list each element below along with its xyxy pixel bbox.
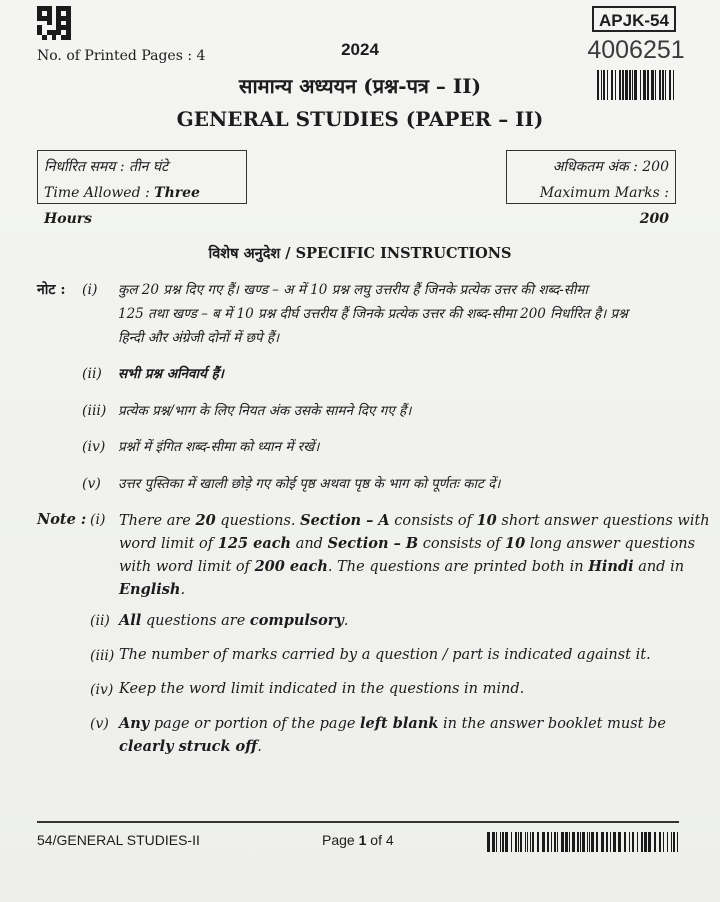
english-item-1-line-4	[119, 578, 185, 602]
marks-value: 200	[639, 211, 669, 227]
title-hindi: सामान्य अध्ययन (प्रश्न-पत्र – II)	[238, 74, 482, 98]
exam-year: 2024	[341, 40, 379, 59]
serial-number: 4006251	[587, 36, 685, 64]
text-run: 20	[195, 512, 216, 529]
time-english	[44, 180, 240, 232]
time-allowed-box	[37, 150, 247, 227]
text-run: and in	[633, 559, 685, 575]
text-run: word limit of	[119, 536, 218, 552]
footer-divider	[37, 821, 679, 823]
text-run: long answer questions	[525, 536, 696, 552]
text-run: .	[343, 613, 349, 629]
text-run: 1	[358, 832, 367, 848]
text-run: and	[291, 536, 328, 552]
text-run: 200 each	[254, 558, 328, 575]
text-run: Section – B	[327, 535, 419, 552]
text-run: 10	[505, 535, 526, 552]
hindi-item-2-line-1: सभी प्रश्न अनिवार्य हैं।	[118, 366, 224, 382]
text-run: Any	[119, 715, 150, 732]
english-item-5-number: (v)	[90, 716, 109, 732]
text-run: left blank	[360, 715, 439, 732]
english-item-1-line-2	[119, 532, 695, 556]
hindi-item-2-number: (ii)	[82, 366, 102, 382]
text-run: 125 each	[217, 535, 292, 552]
english-item-1-number: (i)	[90, 512, 106, 528]
english-item-5-line-1	[119, 712, 666, 736]
english-item-1-line-3	[119, 555, 684, 579]
footer-paper-name: 54/GENERAL STUDIES-II	[37, 832, 200, 848]
hindi-item-1-number: (i)	[82, 282, 98, 298]
text-run: English	[119, 581, 181, 598]
text-run: . The questions are printed both in	[327, 559, 589, 575]
marks-hindi: अधिकतम अंक : 200	[552, 159, 669, 175]
footer-page-number	[322, 832, 394, 848]
hindi-item-3-line-1: प्रत्येक प्रश्न/भाग के लिए नियत अंक उसके सामने दिए गए हैं।	[118, 403, 412, 419]
text-run: consists of	[389, 513, 477, 529]
time-value: Three Hours	[44, 185, 200, 227]
hindi-item-1-line-2: 125 तथा खण्ड – ब में 10 प्रश्न दीर्घ उत्तरीय हैं जिनके प्रत्येक उत्तर की शब्द-सीमा 200 निर्धारित है। प्रश्न	[118, 306, 628, 322]
text-run: questions.	[215, 513, 301, 529]
hindi-item-1-line-1: कुल 20 प्रश्न दिए गए हैं। खण्ड – अ में 10 प्रश्न लघु उत्तरीय हैं जिनके प्रत्येक उत्तर की शब्द-सीमा	[118, 282, 588, 298]
text-run: All	[119, 612, 142, 629]
maximum-marks-box	[506, 150, 676, 227]
text-run: Page	[322, 832, 359, 848]
english-note-label: Note :	[37, 511, 87, 528]
title-english: GENERAL STUDIES (PAPER – II)	[176, 107, 544, 131]
text-run: .	[257, 739, 262, 755]
marks-label: Maximum Marks :	[539, 185, 669, 201]
marks-english	[513, 180, 669, 232]
hindi-item-5-line-1: उत्तर पुस्तिका में खाली छोड़े गए कोई पृष्ठ अथवा पृष्ठ के भाग को पूर्णतः काट दें।	[118, 476, 501, 492]
text-run: in the answer booklet must be	[438, 716, 666, 732]
hindi-item-5-number: (v)	[82, 476, 101, 492]
hindi-item-3-number: (iii)	[82, 403, 107, 419]
specific-instructions-heading: विशेष अनुदेश / SPECIFIC INSTRUCTIONS	[208, 245, 512, 262]
english-item-1-line-1	[119, 509, 710, 533]
text-run: Section – A	[300, 512, 390, 529]
text-run: clearly struck off	[119, 738, 258, 755]
hindi-item-1-line-3: हिन्दी और अंग्रेजी दोनों में छपे हैं।	[118, 330, 280, 346]
text-run: of 4	[366, 832, 394, 848]
text-run: consists of	[418, 536, 506, 552]
barcode-icon	[487, 832, 679, 852]
time-label: Time Allowed :	[44, 185, 155, 201]
hindi-item-4-line-1: प्रश्नों में इंगित शब्द-सीमा को ध्यान में रखें।	[118, 439, 320, 455]
time-hindi: निर्धारित समय : तीन घंटे	[44, 159, 169, 175]
english-item-4-line-1: Keep the word limit indicated in the questions in mind.	[119, 681, 525, 697]
english-item-2-number: (ii)	[90, 613, 110, 629]
english-item-2-line-1	[119, 609, 348, 633]
text-run: There are	[119, 513, 196, 529]
hindi-item-4-number: (iv)	[82, 439, 106, 455]
text-run: 10	[476, 512, 497, 529]
english-item-3-number: (iii)	[90, 648, 115, 664]
english-item-4-number: (iv)	[90, 682, 114, 698]
text-run: Hindi	[588, 558, 634, 575]
paper-code-box: APJK-54	[592, 6, 676, 32]
text-run: with word limit of	[119, 559, 255, 575]
text-run: compulsory	[249, 612, 344, 629]
english-item-3-line-1: The number of marks carried by a question / part is indicated against it.	[119, 647, 651, 663]
text-run: questions are	[141, 613, 250, 629]
text-run: short answer questions with	[496, 513, 710, 529]
qr-code-icon	[37, 6, 71, 40]
english-item-5-line-2	[119, 735, 262, 759]
text-run: page or portion of the page	[149, 716, 361, 732]
printed-pages: No. of Printed Pages : 4	[37, 48, 206, 64]
text-run: .	[180, 582, 186, 598]
hindi-note-label: नोट :	[37, 282, 66, 298]
